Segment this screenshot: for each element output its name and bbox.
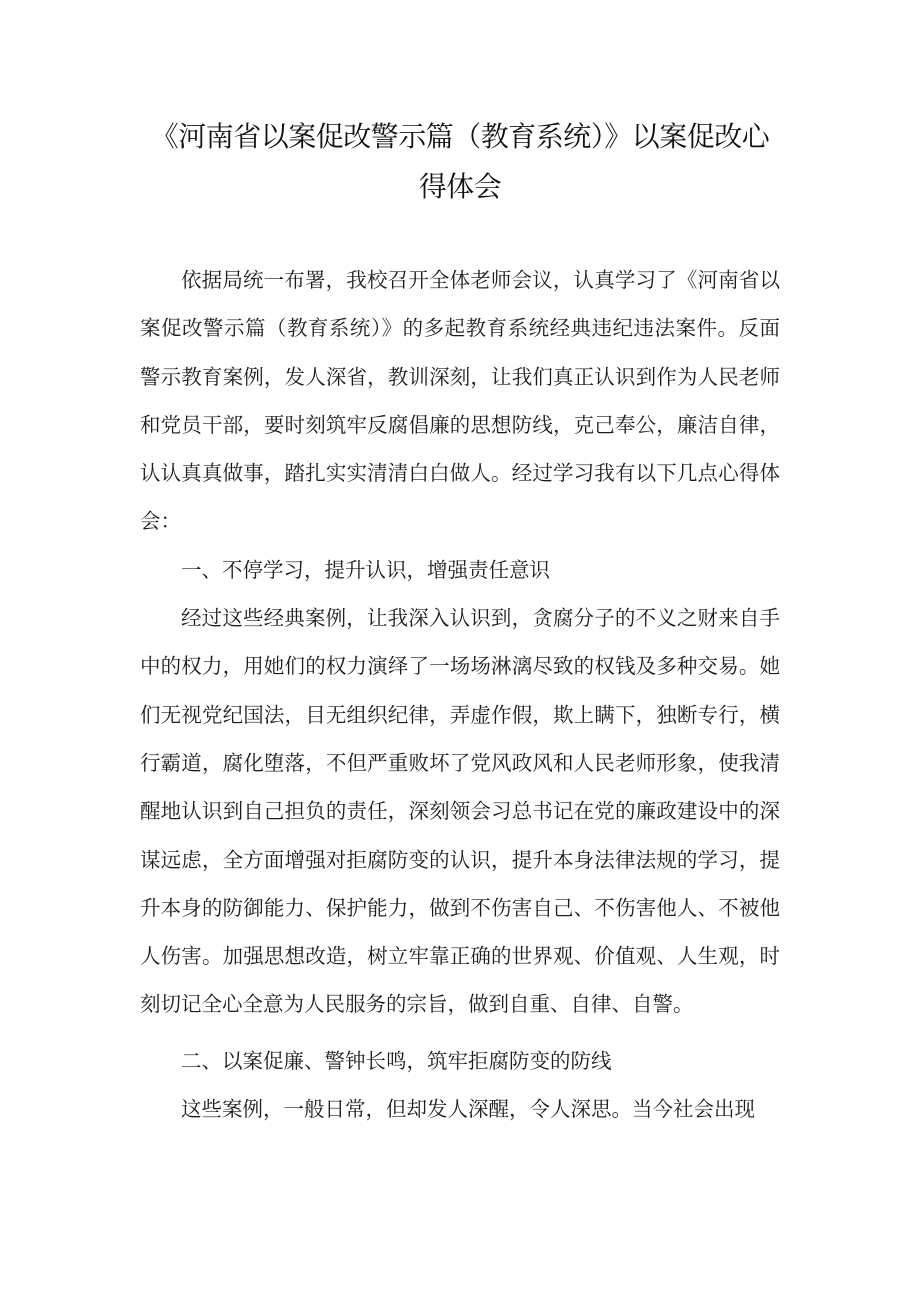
document-title: 《河南省以案促改警示篇（教育系统）》以案促改心得体会 <box>150 120 770 203</box>
section-heading-2: 二、以案促廉、警钟长鸣，筑牢拒腐防变的防线 <box>181 1048 612 1073</box>
paragraph-intro: 依据局统一布署，我校召开全体老师会议，认真学习了《河南省以案促改警示篇（教育系统）》的多起教育系统经典违纪违法案件。反面警示教育案例，发人深省，教训深刻，让我们真正认识到作为人民老师和党员干部，要时刻筑牢反腐倡廉的思想防线，克己奉公，廉洁自律，认认真真做事，踏扎实实清清白白做人。经过学习我有以下几点心得体会： <box>140 268 780 534</box>
document-body <box>140 256 780 1133</box>
section-spacer <box>140 1029 780 1037</box>
section-heading-1: 一、不停学习，提升认识，增强责任意识 <box>181 557 550 582</box>
paragraph-section-1: 经过这些经典案例，让我深入认识到，贪腐分子的不义之财来自手中的权力，用她们的权力演绎了一场场淋漓尽致的权钱及多种交易。她们无视党纪国法，目无组织纪律，弄虚作假，欺上瞒下，独断专行，横行霸道，腐化堕落，不但严重败坏了党风政风和人民老师形象，使我清醒地认识到自己担负的责任，深刻领会习总书记在党的廉政建设中的深谋远虑，全方面增强对拒腐防变的认识，提升本身法律法规的学习，提升本身的防御能力、保护能力，做到不伤害自己、不伤害他人、不被他人伤害。加强思想改造，树立牢靠正确的世界观、价值观、人生观，时刻切记全心全意为人民服务的宗旨，做到自重、自律、自警。 <box>140 606 780 1017</box>
paragraph-section-2: 这些案例，一般日常，但却发人深醒，令人深思。当今社会出现 <box>181 1097 755 1122</box>
